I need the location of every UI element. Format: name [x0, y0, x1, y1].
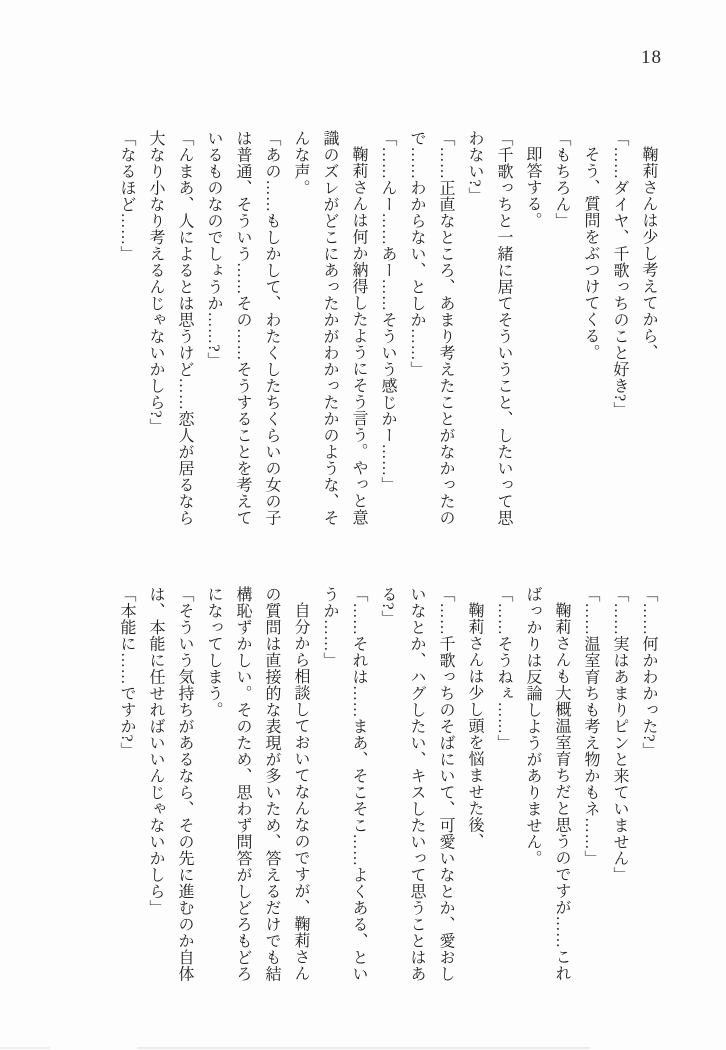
scan-edge-artifact	[137, 1047, 590, 1049]
text-line: 鞠莉さんは何か納得したようにそう言う。やっと意	[350, 146, 367, 526]
text-line: は普通、そういう……その……そうすることを考えて	[234, 130, 251, 526]
text-line: 即答する。	[524, 146, 541, 229]
text-line: 「千歌っちと一緒に居てそういうこと、したいって思	[495, 130, 512, 526]
text-line: 「……千歌っちのそばにいて、可愛いなとか、愛おし	[437, 586, 454, 982]
page-number: 18	[641, 47, 662, 68]
text-line: になってしまう。	[205, 586, 222, 718]
text-line: る?」	[379, 586, 396, 627]
text-line: 「もちろん」	[553, 130, 570, 229]
text-line: 「……んー……あー……そういう感じかー……」	[379, 130, 396, 493]
text-line: いなとか、ハグしたい、キスしたいって思うことはあ	[408, 586, 425, 982]
text-line: 「本能に……ですか?」	[118, 586, 135, 759]
text-line: 鞠莉さんは少し考えてから、	[640, 146, 657, 361]
text-line: 「……そうねぇ……」	[495, 586, 512, 751]
text-line: 「あの……もしかして、わたくしたちくらいの女の子	[263, 130, 280, 526]
lower-text-block	[112, 586, 663, 982]
upper-text-block	[112, 130, 663, 526]
scan-edge-artifact-corner	[0, 1047, 50, 1049]
text-line: 「なるほど……」	[118, 130, 135, 262]
text-line: 自分から相談しておいてなんなのですが、鞠莉さん	[292, 602, 309, 982]
text-line: ばっかりは反論しようがありません。	[524, 586, 541, 867]
text-line: そう、質問をぶつけてくる。	[582, 146, 599, 361]
text-line: 「……それは……まあ、そこそこ……よくある、とい	[350, 586, 367, 982]
text-line: 鞠莉さんも大概温室育ちだと思うのですが……これ	[553, 602, 570, 982]
text-line: で……わからない、としか……」	[408, 130, 425, 378]
text-line: 「んまあ、人によるとは思うけど……恋人が居るなら	[176, 130, 193, 526]
text-line: 識のズレがどこにあったかがわかったかのような、そ	[321, 130, 338, 526]
text-line: 「……温室育ちも考え物かもネ……」	[582, 586, 599, 867]
text-line: 「……正直なところ、あまり考えたことがなかったの	[437, 130, 454, 526]
text-line: 「……実はあまりピンと来ていません」	[611, 586, 628, 883]
text-line: いるものなのでしょうか……?」	[205, 130, 222, 369]
text-line: 「そういう気持ちがあるなら、その先に進むのか自体	[176, 586, 193, 982]
text-line: 鞠莉さんは少し頭を悩ませた後、	[466, 602, 483, 850]
text-line: 「……何かわかった?」	[640, 586, 657, 759]
text-line: 構恥ずかしい。そのため、思わず問答がしどろもどろ	[234, 586, 251, 982]
text-line: うか……」	[321, 586, 338, 669]
text-line: の質問は直接的な表現が多いため、答えるだけでも結	[263, 586, 280, 982]
text-line: は、本能に任せればいいんじゃないかしら」	[147, 586, 164, 916]
text-line: わない?」	[466, 130, 483, 204]
text-line: んな声。	[292, 130, 309, 196]
text-line: 「……ダイヤ、千歌っちのこと好き?」	[611, 130, 628, 419]
text-line: 大なり小なり考えるんじゃないかしら?」	[147, 130, 164, 435]
